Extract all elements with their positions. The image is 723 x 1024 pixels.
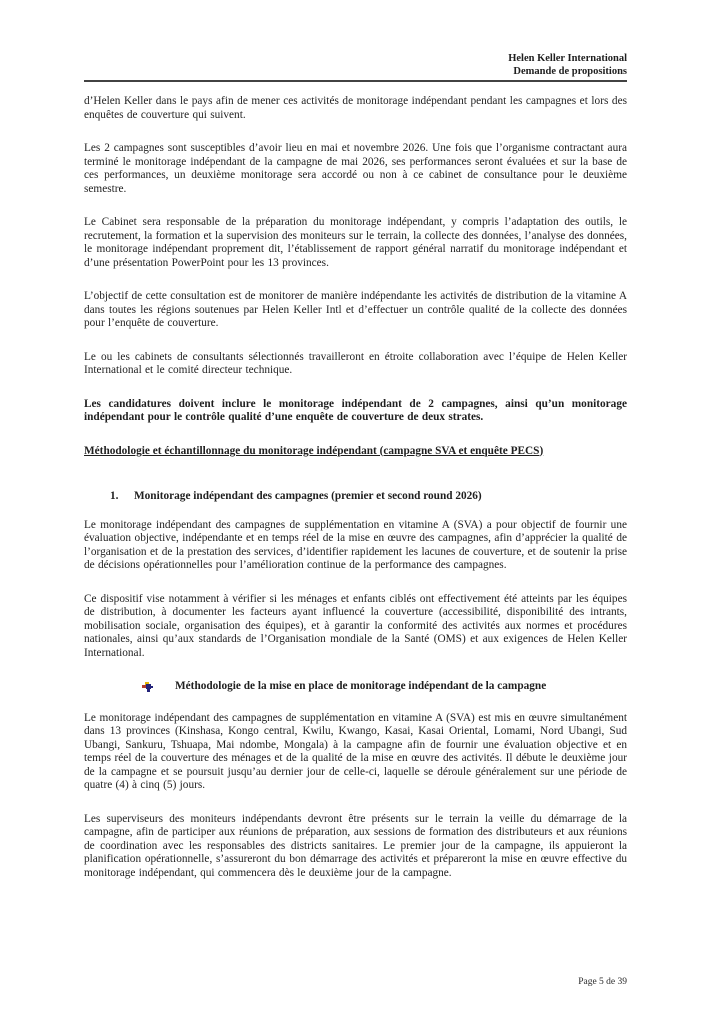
numbered-heading-monitorage (84, 490, 627, 504)
sub-bullet-label: Méthodologie de la mise en place de monitorage indépendant de la campagne (175, 680, 547, 692)
paragraph-dispositif: Ce dispositif vise notamment à vérifier si les ménages et enfants ciblés ont effectivement été atteints par les équipes de distribution, à documenter les facteurs ayant influencé la couverture (accessibilité, disponibilité des intrants, mobilisation sociale, organisation des équipes), et à garantir la conformité des activités aux normes et procédures nationales, ainsi qu’aux standards de l’Organisation mondiale de la Santé (OMS) et aux exigences de Helen Keller International. (84, 592, 627, 659)
paragraph-campaign-schedule: Les 2 campagnes sont susceptibles d’avoir lieu en mai et novembre 2026. Une fois que l’organisme contractant aura terminé le monitorage indépendant de la campagne de mai 2026, ses performances seront évaluées et sur la base de ces performances, un deuxième monitorage sera accordé ou non à ce cabinet de consultance pour le deuxième semestre. (84, 142, 627, 195)
paragraph-continuation: d’Helen Keller dans le pays afin de mener ces activités de monitorage indépendant pendant les campagnes et lors des enquêtes de couverture qui suivent. (84, 95, 627, 121)
numbered-heading-label: Monitorage indépendant des campagnes (premier et second round 2026) (134, 490, 482, 502)
paragraph-collaboration: Le ou les cabinets de consultants sélectionnés travailleront en étroite collaboration avec l’équipe de Helen Keller International et le comité directeur technique. (84, 350, 627, 376)
paragraph-superviseurs: Les superviseurs des moniteurs indépendants devront être présents sur le terrain la veille du démarrage de la campagne, afin de participer aux réunions de préparation, aux sessions de formation des distributeurs et aux réunions de coordination avec les responsables des districts sanitaires. Le premier jour de la campagne, ils appuieront la planification opérationnelle, s’assureront du bon démarrage des activités et prépareront la mise en œuvre effective du monitorage indépendant, qui commencera dès le deuxième jour de la campagne. (84, 812, 627, 879)
colored-arrow-bullet-icon (142, 682, 153, 692)
numbered-heading-number: 1. (110, 490, 119, 502)
section-heading-text: Méthodologie et échantillonnage du monitorage indépendant (campagne SVA et enquête PECS) (84, 444, 544, 457)
section-heading-methodologie (84, 445, 627, 459)
paragraph-sva-objective: Le monitorage indépendant des campagnes de supplémentation en vitamine A (SVA) a pour objectif de fournir une évaluation objective, indépendante et en temps réel de la mise en œuvre des campagnes, afin d’apprécier la qualité de l’organisation et de la prestation des services, d’identifier rapidement les lacunes de couverture, et de soutenir la prise de décisions opérationnelles pour l’amélioration continue de la performance des campagnes. (84, 518, 627, 571)
page-number: Page 5 de 39 (578, 977, 627, 987)
paragraph-13-provinces: Le monitorage indépendant des campagnes de supplémentation en vitamine A (SVA) est mis en œuvre simultanément dans 13 provinces (Kinshasa, Kongo central, Kwilu, Kwango, Kasai, Kasai Oriental, Lomami, Nord Ubangi, Sud Ubangi, Sankuru, Tshuapa, Mai ndombe, Mongala) à la campagne afin de fournir une évaluation objective et en temps réel de la couverture des ménages et de la qualité de la mise en œuvre des activités. Il débute le deuxième jour de la campagne et se poursuit jusqu’au dernier jour de celle-ci, laquelle se déroule généralement sur une période de quatre (4) à cinq (5) jours. (84, 711, 627, 791)
paragraph-cabinet-responsibilities: Le Cabinet sera responsable de la préparation du monitorage indépendant, y compris l’adaptation des outils, le recrutement, la formation et la supervision des moniteurs sur le terrain, la collecte des données, l’analyse des données, le monitorage indépendant proprement dit, l’établissement de rapport général narratif du monitorage indépendant et d’une présentation PowerPoint pour les 13 provinces. (84, 216, 627, 269)
paragraph-candidature-requirement: Les candidatures doivent inclure le monitorage indépendant de 2 campagnes, ainsi qu’un monitorage indépendant pour le contrôle qualité d’une enquête de couverture de deux strates. (84, 397, 627, 423)
paragraph-consultation-objective: L’objectif de cette consultation est de monitorer de manière indépendante les activités de distribution de la vitamine A dans toutes les régions soutenues par Helen Keller Intl et d’effectuer un contrôle qualité de la collecte des données pour l’enquête de couverture. (84, 290, 627, 329)
sub-bullet-methodologie (84, 680, 627, 694)
header-document-type: Demande de propositions (513, 66, 627, 77)
page-header (84, 0, 627, 82)
header-organization: Helen Keller International (508, 53, 627, 64)
